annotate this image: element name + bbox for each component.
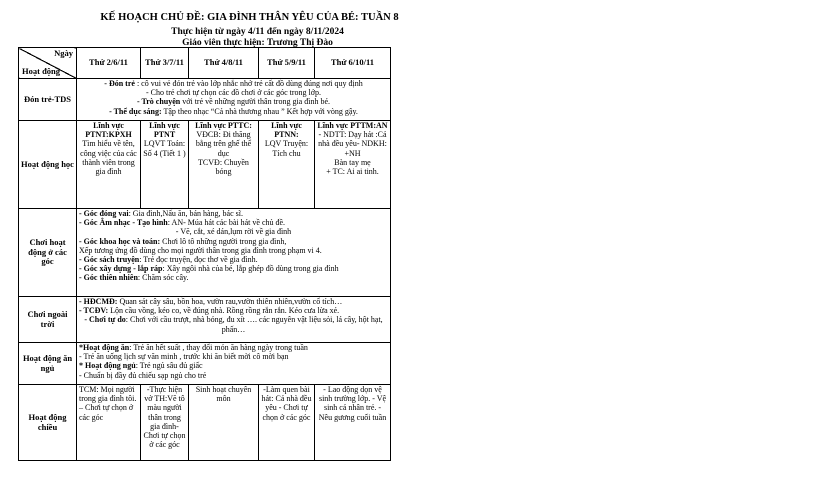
hdh-friday: Lĩnh vực PTTM:AN - NDTT: Dạy hát :Cả nhà đều yêu- NDKH: +NH Bàn tay mẹ + TC: Ai ai tinh.	[315, 121, 391, 209]
chieu-wednesday: Sinh hoạt chuyên môn	[189, 385, 259, 461]
day-header-1: Thứ 2/6/11	[77, 48, 141, 79]
row-label-chieu: Hoạt động chiều	[19, 385, 77, 461]
row-label-choi-ngoai-troi: Chơi ngoài trời	[19, 297, 77, 343]
row-choi-ngoai-troi	[19, 297, 391, 343]
corner-activity-label: Hoạt động	[22, 66, 61, 77]
hdh-thursday: Lĩnh vực PTNN: LQV Truyện: Tích chu	[259, 121, 315, 209]
chieu-tuesday: -Thực hiện vở TH:Vẽ tô màu người thân trong gia đình- Chơi tự chọn ở các góc	[141, 385, 189, 461]
day-header-4: Thứ 5/9/11	[259, 48, 315, 79]
header-row	[19, 48, 391, 79]
hdh-tuesday: Lĩnh vực PTNT LQVT Toán: Số 4 (Tiết 1 )	[141, 121, 189, 209]
chieu-friday: - Lao động dọn vệ sinh trường lớp. - Vệ sinh cá nhân trẻ. - Nêu gương cuối tuần	[315, 385, 391, 461]
corner-day-label: Ngày	[54, 48, 73, 58]
day-header-5: Thứ 6/10/11	[315, 48, 391, 79]
row-label-choi-goc: Chơi hoạt động ở các góc	[19, 209, 77, 297]
choi-ngoai-troi-content: - HĐCMĐ: Quan sát cây sâu, bồn hoa, vườn rau,vườn thiên nhiên,vườn cổ tích… - TCĐV: Lộn cầu vồng, kéo co, về đúng nhà. Rồng rồng rắn rắn. Kéo cưa lừa xẻ. - Chơi tự do: Chơi với cầu trượt, nhà bóng, đu xít …. các nguyên vật liệu sỏi, lá cây, hột hạt, phấn…	[77, 297, 391, 343]
row-don-tre	[19, 79, 391, 121]
chieu-thursday: -Làm quen bài hát: Cả nhà đều yêu - Chơi tự chọn ở các góc	[259, 385, 315, 461]
day-header-3: Thứ 4/8/11	[189, 48, 259, 79]
chieu-monday: TCM: Mọi người trong gia đình tôi. – Chơi tự chọn ở các góc	[77, 385, 141, 461]
row-an-ngu	[19, 343, 391, 385]
plan-dates: Thực hiện từ ngày 4/11 đến ngày 8/11/2024	[171, 27, 344, 37]
row-label-hoat-dong-hoc: Hoạt động học	[19, 121, 77, 209]
an-ngu-content: *Hoạt động ăn: Trẻ ăn hết suất , thay đổi món ăn hàng ngày trong tuần - Trẻ ăn uống lịch sự văn minh , trước khi ăn biết mời cô mời bạn * Hoạt động ngủ: Trẻ ngủ sâu đủ giấc - Chuẩn bị đầy đủ chiếu sạp ngủ cho trẻ	[77, 343, 391, 385]
row-choi-goc	[19, 209, 391, 297]
weekly-plan-table	[18, 47, 391, 461]
row-label-don-tre: Đón trẻ-TDS	[19, 79, 77, 121]
row-chieu	[19, 385, 391, 461]
plan-teacher: Giáo viên thực hiện: Trương Thị Đào	[182, 38, 333, 48]
plan-title: KẾ HOẠCH CHỦ ĐỀ: GIA ĐÌNH THÂN YÊU CỦA BÉ: TUẦN 8	[100, 12, 399, 23]
hdh-wednesday: Lĩnh vực PTTC: VĐCB: Đi thăng bằng trên ghế thể dục TCVĐ: Chuyền bóng	[189, 121, 259, 209]
corner-cell	[19, 48, 77, 79]
choi-goc-content: - Góc đóng vai: Gia đình,Nấu ăn, bán hàng, bác sĩ. - Góc Âm nhạc - Tạo hình: AN- Múa hát các bài hát về chủ đề. - Vẽ, cắt, xé dán,lụm rời về gia đình - Góc khoa học và toán: Chơi lô tô những người trong gia đình, Xếp tương ứng đồ dùng cho mọi người thân trong gia đình trong phạm vi 4. - Góc sách truyện: Trẻ đọc truyện, đọc thơ về gia đình. - Góc xây dựng - lắp ráp: Xây ngôi nhà của bé, lắp ghép đồ dùng trong gia đình - Góc thiên nhiên: Chăm sóc cây.	[77, 209, 391, 297]
day-header-2: Thứ 3/7/11	[141, 48, 189, 79]
hdh-monday: Lĩnh vực PTNT:KPXH Tìm hiểu về tên, công việc của các thành viên trong gia đình	[77, 121, 141, 209]
row-hoat-dong-hoc	[19, 121, 391, 209]
row-label-an-ngu: Hoạt động ăn ngủ	[19, 343, 77, 385]
don-tre-content: - Đón trẻ : cô vui vẻ đón trẻ vào lớp nhắc nhở trẻ cất đồ dùng đúng nơi quy định - Cho trẻ chơi tự chọn các đồ chơi ở các góc trong lớp. - Trò chuyện với trẻ về những người thân trong gia đình bé. - Thể dục sáng: Tập theo nhạc “Cả nhà thương nhau ” Kết hợp với vòng gậy.	[77, 79, 391, 121]
